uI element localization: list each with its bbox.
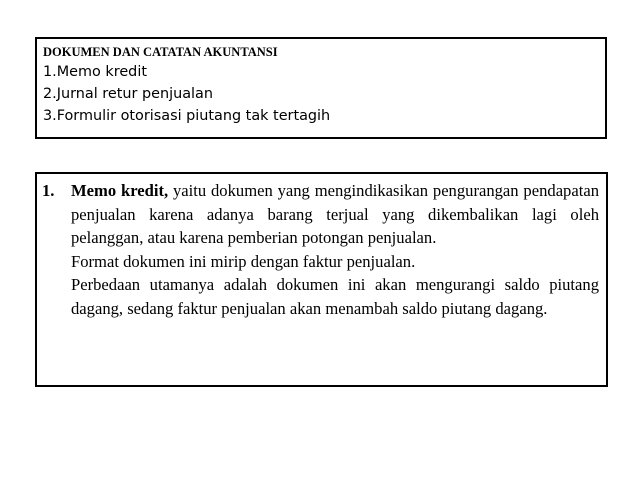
description-paragraph-1 bbox=[71, 179, 599, 250]
item-number: 1. bbox=[42, 181, 55, 200]
documents-list-box bbox=[35, 37, 607, 139]
description-body bbox=[71, 179, 599, 320]
description-paragraph-3: Perbedaan utamanya adalah dokumen ini akan mengurangi saldo piutang dagang, sedang faktur penjualan akan menambah saldo piutang dagang. bbox=[71, 275, 599, 318]
document-item-sales-return-journal: 2.Jurnal retur penjualan bbox=[43, 86, 213, 102]
description-item bbox=[42, 179, 599, 320]
document-item-bad-debt-authorization: 3.Formulir otorisasi piutang tak tertagih bbox=[43, 108, 331, 124]
description-paragraph-2: Format dokumen ini mirip dengan faktur penjualan. bbox=[71, 251, 416, 271]
document-item-credit-memo: 1.Memo kredit bbox=[43, 64, 147, 80]
term-credit-memo: Memo kredit, bbox=[71, 181, 169, 200]
credit-memo-description-box bbox=[35, 172, 608, 387]
definition-text: yaitu dokumen yang mengindikasikan pengurangan pendapatan penjualan karena adanya barang terjual yang dikembalikan lagi oleh pelanggan, atau karena pemberian potongan penjualan. bbox=[71, 181, 599, 247]
documents-heading: DOKUMEN DAN CATATAN AKUNTANSI bbox=[43, 45, 278, 59]
